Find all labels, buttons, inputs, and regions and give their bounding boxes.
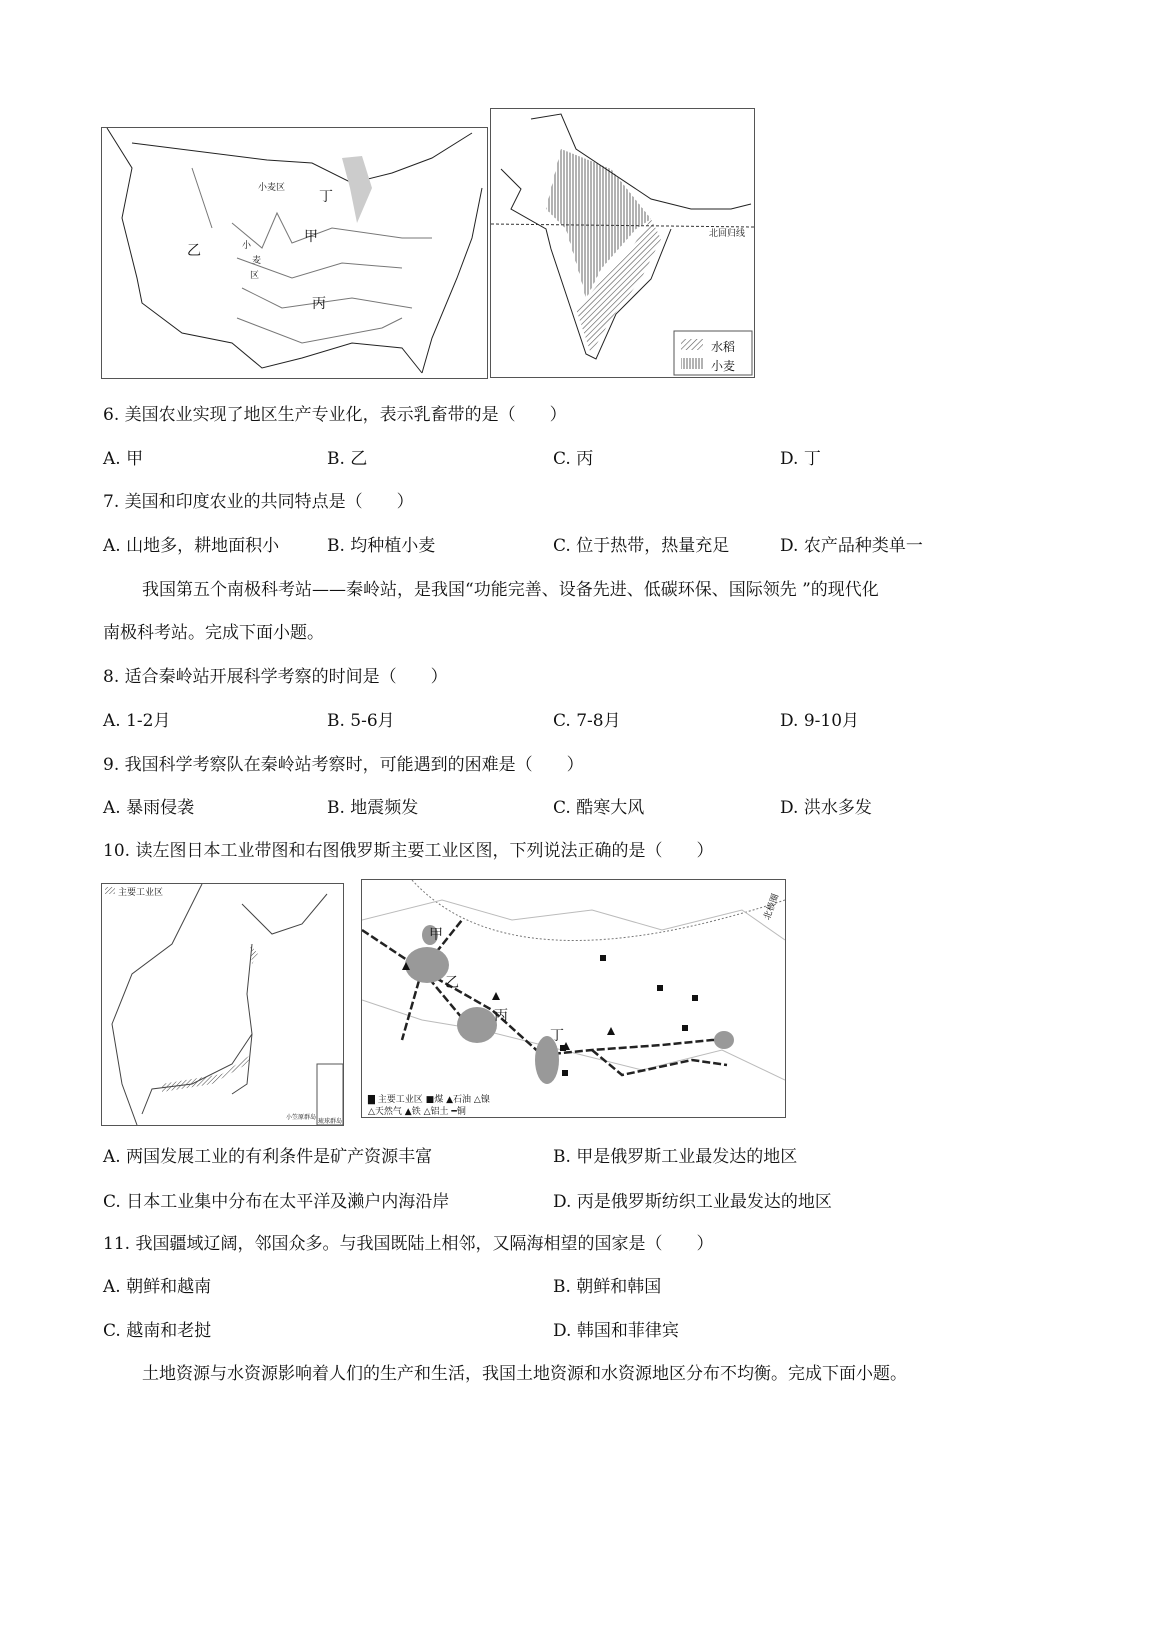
legend-rice: 水稻 <box>711 340 736 354</box>
japan-industry-map <box>101 883 344 1126</box>
q9-option-a[interactable]: A. 暴雨侵袭 <box>103 798 195 818</box>
q6-option-a[interactable]: A. 甲 <box>103 449 144 469</box>
q10-option-d[interactable]: D. 丙是俄罗斯纺织工业最发达的地区 <box>553 1192 832 1212</box>
legend-coal: 煤 <box>434 1095 444 1105</box>
wheat-label-3: 区 <box>250 271 260 281</box>
legend-industrial-zone: 主要工业区 <box>118 888 164 898</box>
tropic-of-cancer-label: 北回归线 <box>709 229 746 239</box>
russia-region-bing: 丙 <box>494 1008 508 1024</box>
question-11: 11. 我国疆域辽阔，邻国众多。与我国既陆上相邻，又隔海相望的国家是（ ） <box>103 1234 714 1254</box>
passage-qinling-2: 南极科考站。完成下面小题。 <box>103 623 324 643</box>
q9-option-d[interactable]: D. 洪水多发 <box>780 798 872 818</box>
region-bing: 丙 <box>312 296 326 312</box>
q9-option-b[interactable]: B. 地震频发 <box>327 798 419 818</box>
russia-region-ding: 丁 <box>550 1028 564 1044</box>
q8-option-c[interactable]: C. 7-8月 <box>553 711 621 731</box>
legend-oil: 石油 <box>453 1095 472 1105</box>
region-yi: 乙 <box>187 243 201 259</box>
q10-option-b[interactable]: B. 甲是俄罗斯工业最发达的地区 <box>553 1147 798 1167</box>
region-ding: 丁 <box>319 189 333 205</box>
legend-wheat: 小麦 <box>711 359 736 373</box>
legend-iron: 铁 <box>411 1107 421 1117</box>
wheat-label-north: 小麦区 <box>258 183 286 193</box>
russia-region-yi: 乙 <box>445 975 459 991</box>
q6-option-b[interactable]: B. 乙 <box>327 449 368 469</box>
wheat-label-1: 小 <box>242 241 252 251</box>
q11-option-a[interactable]: A. 朝鲜和越南 <box>103 1277 212 1297</box>
legend-gas: 天然气 <box>374 1107 402 1117</box>
q8-option-d[interactable]: D. 9-10月 <box>780 711 860 731</box>
usa-agriculture-map <box>101 127 488 379</box>
q10-option-a[interactable]: A. 两国发展工业的有利条件是矿产资源丰富 <box>103 1147 433 1167</box>
q6-option-c[interactable]: C. 丙 <box>553 449 594 469</box>
q8-option-a[interactable]: A. 1-2月 <box>103 711 171 731</box>
q11-option-c[interactable]: C. 越南和老挝 <box>103 1321 212 1341</box>
legend-nickel: 镍 <box>480 1095 490 1105</box>
q11-option-d[interactable]: D. 韩国和菲律宾 <box>553 1321 679 1341</box>
question-9: 9. 我国科学考察队在秦岭站考察时，可能遇到的困难是（ ） <box>103 755 584 775</box>
region-jia: 甲 <box>304 229 318 245</box>
legend-bauxite: 铝土 <box>430 1107 449 1117</box>
question-8: 8. 适合秦岭站开展科学考察的时间是（ ） <box>103 667 448 687</box>
legend-copper: 铜 <box>456 1107 466 1117</box>
russia-region-jia: 甲 <box>429 927 443 943</box>
arctic-circle-label: 北极圈 <box>762 892 782 922</box>
q8-option-b[interactable]: B. 5-6月 <box>327 711 395 731</box>
inset-label-2: 琉球群岛 <box>318 1118 343 1125</box>
q9-option-c[interactable]: C. 酷寒大风 <box>553 798 645 818</box>
inset-label: 小笠原群岛 <box>286 1114 317 1121</box>
q7-option-b[interactable]: B. 均种植小麦 <box>327 536 436 556</box>
legend-row-2: △天然气 ▲铁 △铝土 ━铜 <box>368 1107 466 1117</box>
question-10: 10. 读左图日本工业带图和右图俄罗斯主要工业区图，下列说法正确的是（ ） <box>103 841 714 861</box>
question-6: 6. 美国农业实现了地区生产专业化，表示乳畜带的是（ ） <box>103 405 567 425</box>
legend-row-1: ▇ 主要工业区 ■煤 ▲石油 △镍 <box>368 1095 490 1105</box>
wheat-label-2: 麦 <box>252 256 262 266</box>
passage-qinling-1: 我国第五个南极科考站——秦岭站，是我国“功能完善、设备先进、低碳环保、国际领先 ”的现代化 <box>142 580 879 600</box>
q7-option-d[interactable]: D. 农产品种类单一 <box>780 536 923 556</box>
question-7: 7. 美国和印度农业的共同特点是（ ） <box>103 492 414 512</box>
q7-option-c[interactable]: C. 位于热带，热量充足 <box>553 536 730 556</box>
india-agriculture-map <box>490 108 755 378</box>
russia-industry-map <box>361 879 786 1118</box>
q11-option-b[interactable]: B. 朝鲜和韩国 <box>553 1277 662 1297</box>
q7-option-a[interactable]: A. 山地多，耕地面积小 <box>103 536 280 556</box>
passage-land-water: 土地资源与水资源影响着人们的生产和生活，我国土地资源和水资源地区分布不均衡。完成下面小题。 <box>142 1364 907 1384</box>
q10-option-c[interactable]: C. 日本工业集中分布在太平洋及濑户内海沿岸 <box>103 1192 450 1212</box>
q6-option-d[interactable]: D. 丁 <box>780 449 821 469</box>
legend-industry: 主要工业区 <box>377 1095 423 1105</box>
